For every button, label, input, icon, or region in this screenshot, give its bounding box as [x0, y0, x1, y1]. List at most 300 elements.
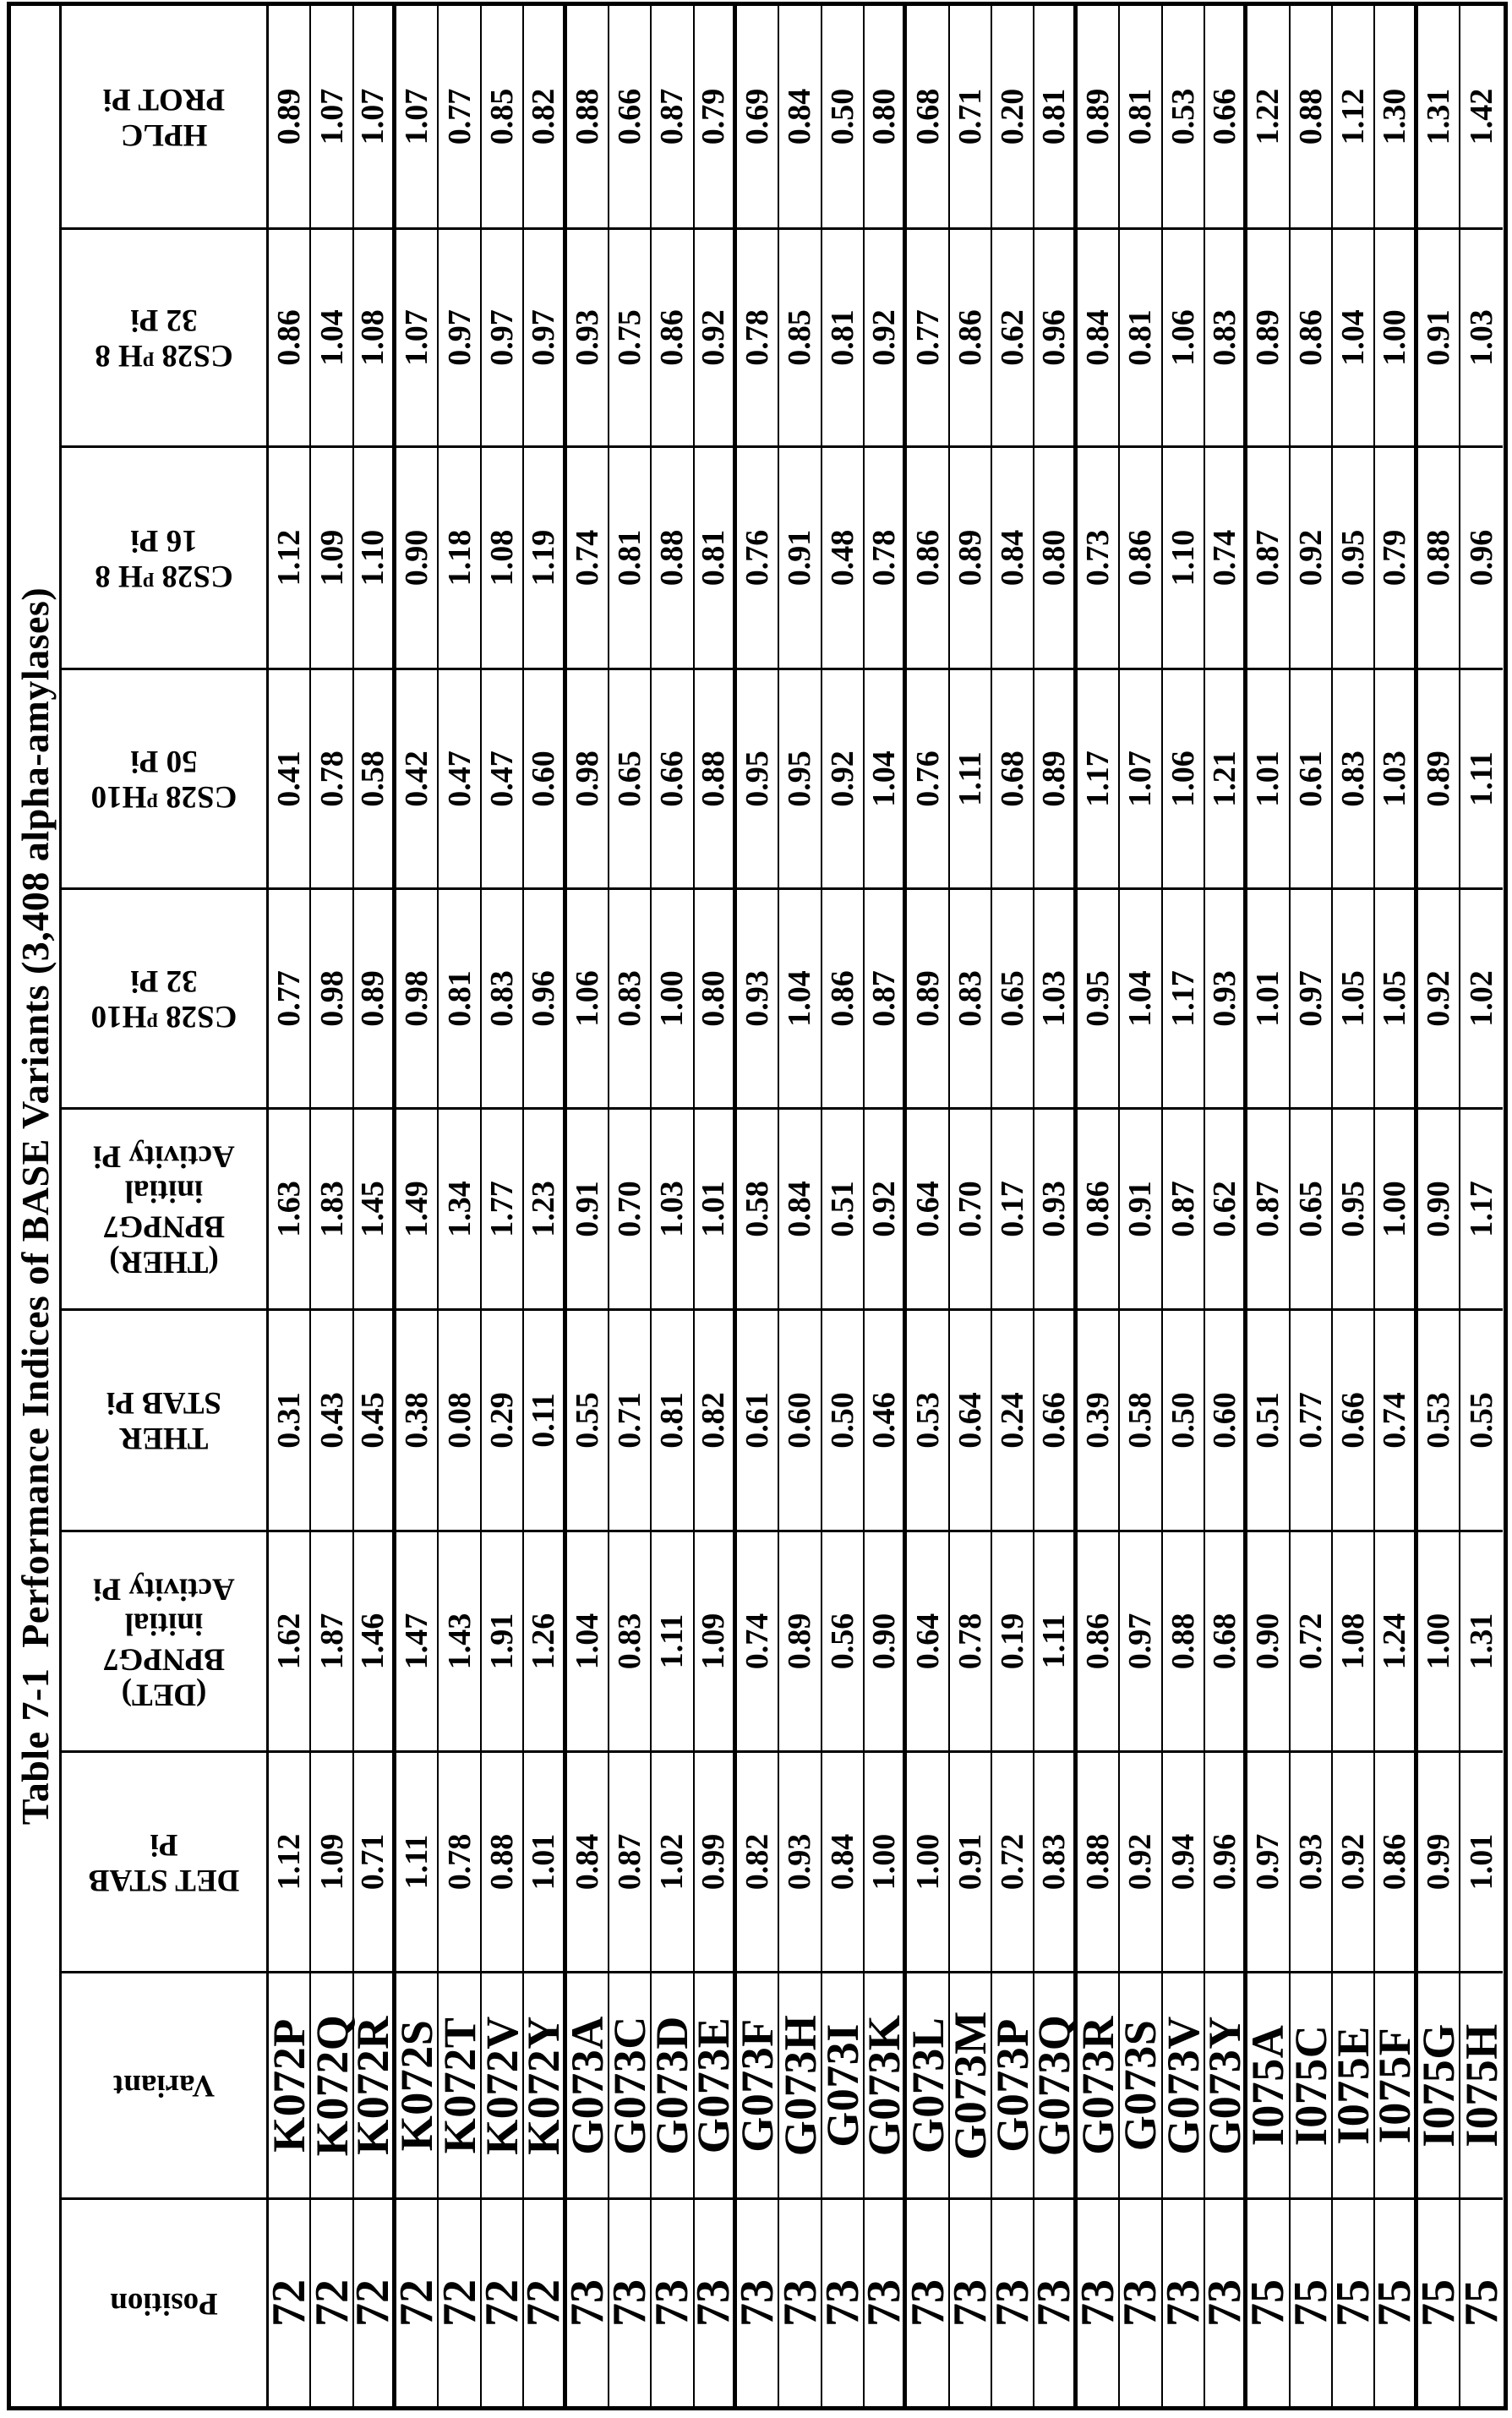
cell-G073Q-ther_stab: 0.66: [1034, 1308, 1077, 1530]
cell-I075H-det_stab: 1.01: [1460, 1750, 1503, 1971]
cell-G073E-det_stab: 0.99: [695, 1750, 737, 1971]
cell-I075F-cs28_ph8_32: 1.00: [1375, 227, 1417, 445]
cell-I075A-position: 75: [1247, 2197, 1290, 2406]
cell-G073I-cs28_ph8_16: 0.48: [822, 445, 865, 668]
cell-G073H-ther_stab: 0.60: [779, 1308, 822, 1530]
cell-K072P-cs28_ph8_32: 0.86: [269, 227, 311, 445]
cell-G073C-det_stab: 0.87: [609, 1750, 652, 1971]
header-cell-position: [62, 2197, 269, 2406]
cell-K072Q-cs28_ph10_32: 0.98: [311, 887, 353, 1107]
cell-G073L-cs28_ph10_50: 0.76: [907, 668, 949, 887]
cell-G073P-variant: G073P: [992, 1971, 1034, 2197]
cell-K072Y-det_bpnpg7: 1.26: [524, 1530, 566, 1750]
cell-I075A-det_stab: 0.97: [1247, 1750, 1290, 1971]
cell-G073I-det_stab: 0.84: [822, 1750, 865, 1971]
cell-K072T-det_bpnpg7: 1.43: [439, 1530, 481, 1750]
cell-I075H-ther_stab: 0.55: [1460, 1308, 1503, 1530]
cell-K072S-variant: K072S: [396, 1971, 439, 2197]
header-cell-det_stab: [62, 1750, 269, 1971]
cell-K072Q-cs28_ph10_50: 0.78: [311, 668, 353, 887]
cell-K072Q-det_stab: 1.09: [311, 1750, 353, 1971]
cell-I075E-position: 75: [1333, 2197, 1375, 2406]
cell-K072R-cs28_ph10_32: 0.89: [354, 887, 396, 1107]
cell-I075A-cs28_ph8_32: 0.89: [1247, 227, 1290, 445]
cell-G073C-position: 73: [609, 2197, 652, 2406]
cell-G073R-position: 73: [1078, 2197, 1120, 2406]
cell-I075G-ther_bpnpg7: 0.90: [1418, 1107, 1460, 1308]
cell-K072S-hplc_prot: 1.07: [396, 6, 439, 227]
cell-G073C-ther_bpnpg7: 0.70: [609, 1107, 652, 1308]
cell-G073I-ther_bpnpg7: 0.51: [822, 1107, 865, 1308]
cell-K072Q-cs28_ph8_16: 1.09: [311, 445, 353, 668]
cell-K072T-ther_bpnpg7: 1.34: [439, 1107, 481, 1308]
header-cell-ther_stab: [62, 1308, 269, 1530]
cell-G073K-cs28_ph8_32: 0.92: [865, 227, 907, 445]
cell-K072R-variant: K072R: [354, 1971, 396, 2197]
cell-G073C-cs28_ph10_32: 0.83: [609, 887, 652, 1107]
rotated-table: [7, 2, 1508, 2410]
cell-G073Y-det_bpnpg7: 0.68: [1205, 1530, 1247, 1750]
header-label-hplc_prot: HPLC PROT Pi: [102, 82, 226, 152]
cell-G073I-cs28_ph10_50: 0.92: [822, 668, 865, 887]
cell-G073H-cs28_ph10_32: 1.04: [779, 887, 822, 1107]
cell-I075E-det_bpnpg7: 1.08: [1333, 1530, 1375, 1750]
cell-I075A-ther_stab: 0.51: [1247, 1308, 1290, 1530]
cell-G073C-variant: G073C: [609, 1971, 652, 2197]
cell-G073S-cs28_ph10_32: 1.04: [1120, 887, 1162, 1107]
cell-G073M-cs28_ph10_50: 1.11: [950, 668, 992, 887]
cell-K072Y-cs28_ph10_32: 0.96: [524, 887, 566, 1107]
cell-G073S-position: 73: [1120, 2197, 1162, 2406]
cell-G073E-variant: G073E: [695, 1971, 737, 2197]
cell-G073P-det_bpnpg7: 0.19: [992, 1530, 1034, 1750]
cell-G073D-cs28_ph10_32: 1.00: [652, 887, 694, 1107]
cell-G073D-cs28_ph8_16: 0.88: [652, 445, 694, 668]
header-label-ther_bpnpg7: (THER) BPNPG7 initial Activity Pi: [93, 1138, 235, 1280]
cell-I075H-cs28_ph8_32: 1.03: [1460, 227, 1503, 445]
cell-G073Q-cs28_ph8_16: 0.80: [1034, 445, 1077, 668]
cell-I075A-variant: I075A: [1247, 1971, 1290, 2197]
cell-G073Y-ther_stab: 0.60: [1205, 1308, 1247, 1530]
cell-K072S-cs28_ph10_50: 0.42: [396, 668, 439, 887]
cell-K072S-position: 72: [396, 2197, 439, 2406]
cell-G073I-variant: G073I: [822, 1971, 865, 2197]
cell-K072V-det_bpnpg7: 1.91: [482, 1530, 524, 1750]
header-cell-ther_bpnpg7: [62, 1107, 269, 1308]
cell-I075A-hplc_prot: 1.22: [1247, 6, 1290, 227]
cell-I075C-variant: I075C: [1291, 1971, 1333, 2197]
cell-I075F-det_bpnpg7: 1.24: [1375, 1530, 1417, 1750]
cell-G073D-position: 73: [652, 2197, 694, 2406]
cell-I075C-cs28_ph10_32: 0.97: [1291, 887, 1333, 1107]
header-label-variant: Variant: [113, 2068, 215, 2104]
cell-G073A-ther_stab: 0.55: [567, 1308, 609, 1530]
cell-I075F-variant: I075F: [1375, 1971, 1417, 2197]
cell-G073F-ther_bpnpg7: 0.58: [737, 1107, 779, 1308]
cell-I075G-ther_stab: 0.53: [1418, 1308, 1460, 1530]
cell-K072T-cs28_ph10_32: 0.81: [439, 887, 481, 1107]
cell-G073V-cs28_ph8_16: 1.10: [1163, 445, 1205, 668]
cell-G073A-det_bpnpg7: 1.04: [567, 1530, 609, 1750]
cell-G073D-det_bpnpg7: 1.11: [652, 1530, 694, 1750]
cell-K072S-ther_bpnpg7: 1.49: [396, 1107, 439, 1308]
cell-I075F-ther_bpnpg7: 1.00: [1375, 1107, 1417, 1308]
cell-I075A-cs28_ph10_32: 1.01: [1247, 887, 1290, 1107]
cell-K072V-cs28_ph8_32: 0.97: [482, 227, 524, 445]
cell-I075E-cs28_ph8_32: 1.04: [1333, 227, 1375, 445]
cell-G073M-position: 73: [950, 2197, 992, 2406]
cell-K072S-cs28_ph8_32: 1.07: [396, 227, 439, 445]
cell-G073Q-position: 73: [1034, 2197, 1077, 2406]
cell-K072Y-cs28_ph8_32: 0.97: [524, 227, 566, 445]
cell-I075H-ther_bpnpg7: 1.17: [1460, 1107, 1503, 1308]
cell-G073E-ther_bpnpg7: 1.01: [695, 1107, 737, 1308]
cell-G073P-det_stab: 0.72: [992, 1750, 1034, 1971]
cell-K072Q-position: 72: [311, 2197, 353, 2406]
cell-G073A-hplc_prot: 0.88: [567, 6, 609, 227]
cell-K072V-variant: K072V: [482, 1971, 524, 2197]
cell-G073V-ther_stab: 0.50: [1163, 1308, 1205, 1530]
cell-I075G-position: 75: [1418, 2197, 1460, 2406]
header-label-det_stab: DET STAB Pi: [88, 1827, 240, 1897]
cell-G073R-ther_stab: 0.39: [1078, 1308, 1120, 1530]
cell-K072Q-cs28_ph8_32: 1.04: [311, 227, 353, 445]
cell-G073I-det_bpnpg7: 0.56: [822, 1530, 865, 1750]
header-cell-cs28_ph10_50: [62, 668, 269, 887]
cell-I075G-det_bpnpg7: 1.00: [1418, 1530, 1460, 1750]
cell-G073H-det_stab: 0.93: [779, 1750, 822, 1971]
cell-G073D-cs28_ph8_32: 0.86: [652, 227, 694, 445]
cell-G073P-position: 73: [992, 2197, 1034, 2406]
cell-K072T-cs28_ph8_16: 1.18: [439, 445, 481, 668]
cell-G073D-ther_stab: 0.81: [652, 1308, 694, 1530]
cell-G073M-cs28_ph8_32: 0.86: [950, 227, 992, 445]
cell-I075C-cs28_ph10_50: 0.61: [1291, 668, 1333, 887]
cell-G073Y-cs28_ph8_16: 0.74: [1205, 445, 1247, 668]
cell-I075C-hplc_prot: 0.88: [1291, 6, 1333, 227]
cell-I075H-variant: I075H: [1460, 1971, 1503, 2197]
cell-K072T-cs28_ph10_50: 0.47: [439, 668, 481, 887]
header-label-cs28_ph10_50: CS28 $^p$H10 50 Pi: [90, 744, 237, 816]
cell-G073K-cs28_ph10_50: 1.04: [865, 668, 907, 887]
cell-K072T-cs28_ph8_32: 0.97: [439, 227, 481, 445]
cell-G073P-hplc_prot: 0.20: [992, 6, 1034, 227]
cell-K072R-position: 72: [354, 2197, 396, 2406]
cell-G073S-hplc_prot: 0.81: [1120, 6, 1162, 227]
cell-I075E-cs28_ph10_32: 1.05: [1333, 887, 1375, 1107]
cell-I075H-cs28_ph8_16: 0.96: [1460, 445, 1503, 668]
cell-G073F-cs28_ph8_16: 0.76: [737, 445, 779, 668]
cell-I075E-variant: I075E: [1333, 1971, 1375, 2197]
cell-I075A-cs28_ph10_50: 1.01: [1247, 668, 1290, 887]
cell-K072R-cs28_ph8_16: 1.10: [354, 445, 396, 668]
cell-I075G-variant: I075G: [1418, 1971, 1460, 2197]
cell-I075F-cs28_ph10_32: 1.05: [1375, 887, 1417, 1107]
cell-G073Y-cs28_ph10_32: 0.93: [1205, 887, 1247, 1107]
cell-I075G-cs28_ph8_16: 0.88: [1418, 445, 1460, 668]
cell-G073I-cs28_ph10_32: 0.86: [822, 887, 865, 1107]
cell-G073L-ther_stab: 0.53: [907, 1308, 949, 1530]
cell-I075E-det_stab: 0.92: [1333, 1750, 1375, 1971]
cell-I075E-hplc_prot: 1.12: [1333, 6, 1375, 227]
cell-G073V-position: 73: [1163, 2197, 1205, 2406]
cell-G073E-cs28_ph8_32: 0.92: [695, 227, 737, 445]
cell-K072V-ther_bpnpg7: 1.77: [482, 1107, 524, 1308]
cell-G073Q-variant: G073Q: [1034, 1971, 1077, 2197]
cell-G073L-ther_bpnpg7: 0.64: [907, 1107, 949, 1308]
cell-G073R-det_stab: 0.88: [1078, 1750, 1120, 1971]
cell-K072V-hplc_prot: 0.85: [482, 6, 524, 227]
cell-G073H-cs28_ph10_50: 0.95: [779, 668, 822, 887]
cell-G073S-variant: G073S: [1120, 1971, 1162, 2197]
cell-K072Q-hplc_prot: 1.07: [311, 6, 353, 227]
cell-G073R-cs28_ph8_16: 0.73: [1078, 445, 1120, 668]
cell-G073Q-det_bpnpg7: 1.11: [1034, 1530, 1077, 1750]
cell-G073I-ther_stab: 0.50: [822, 1308, 865, 1530]
cell-K072S-det_stab: 1.11: [396, 1750, 439, 1971]
cell-G073S-det_stab: 0.92: [1120, 1750, 1162, 1971]
cell-G073Q-cs28_ph8_32: 0.96: [1034, 227, 1077, 445]
cell-I075F-position: 75: [1375, 2197, 1417, 2406]
cell-G073Y-hplc_prot: 0.66: [1205, 6, 1247, 227]
cell-K072P-det_stab: 1.12: [269, 1750, 311, 1971]
cell-K072Y-ther_bpnpg7: 1.23: [524, 1107, 566, 1308]
cell-G073A-cs28_ph8_32: 0.93: [567, 227, 609, 445]
cell-G073L-det_stab: 1.00: [907, 1750, 949, 1971]
cell-K072R-cs28_ph8_32: 1.08: [354, 227, 396, 445]
cell-K072R-cs28_ph10_50: 0.58: [354, 668, 396, 887]
cell-G073H-hplc_prot: 0.84: [779, 6, 822, 227]
cell-G073E-cs28_ph10_50: 0.88: [695, 668, 737, 887]
cell-G073C-ther_stab: 0.71: [609, 1308, 652, 1530]
cell-I075C-position: 75: [1291, 2197, 1333, 2406]
header-cell-variant: [62, 1971, 269, 2197]
cell-G073M-cs28_ph10_32: 0.83: [950, 887, 992, 1107]
cell-I075A-det_bpnpg7: 0.90: [1247, 1530, 1290, 1750]
cell-G073L-position: 73: [907, 2197, 949, 2406]
cell-I075H-cs28_ph10_50: 1.11: [1460, 668, 1503, 887]
cell-G073C-hplc_prot: 0.66: [609, 6, 652, 227]
cell-I075G-cs28_ph10_32: 0.92: [1418, 887, 1460, 1107]
cell-I075F-det_stab: 0.86: [1375, 1750, 1417, 1971]
cell-G073H-variant: G073H: [779, 1971, 822, 2197]
cell-G073A-cs28_ph8_16: 0.74: [567, 445, 609, 668]
cell-G073R-cs28_ph8_32: 0.84: [1078, 227, 1120, 445]
cell-K072P-variant: K072P: [269, 1971, 311, 2197]
cell-G073P-cs28_ph10_50: 0.68: [992, 668, 1034, 887]
cell-G073V-cs28_ph10_32: 1.17: [1163, 887, 1205, 1107]
cell-I075G-cs28_ph10_50: 0.89: [1418, 668, 1460, 887]
cell-G073S-cs28_ph10_50: 1.07: [1120, 668, 1162, 887]
cell-G073K-position: 73: [865, 2197, 907, 2406]
cell-G073A-ther_bpnpg7: 0.91: [567, 1107, 609, 1308]
cell-G073H-det_bpnpg7: 0.89: [779, 1530, 822, 1750]
cell-G073P-cs28_ph10_32: 0.65: [992, 887, 1034, 1107]
cell-G073Q-cs28_ph10_32: 1.03: [1034, 887, 1077, 1107]
cell-G073F-ther_stab: 0.61: [737, 1308, 779, 1530]
cell-K072Q-ther_stab: 0.43: [311, 1308, 353, 1530]
cell-G073P-ther_stab: 0.24: [992, 1308, 1034, 1530]
cell-G073K-hplc_prot: 0.80: [865, 6, 907, 227]
cell-G073Y-ther_bpnpg7: 0.62: [1205, 1107, 1247, 1308]
cell-K072P-position: 72: [269, 2197, 311, 2406]
cell-G073H-ther_bpnpg7: 0.84: [779, 1107, 822, 1308]
cell-K072R-ther_stab: 0.45: [354, 1308, 396, 1530]
header-label-position: Position: [110, 2285, 218, 2321]
cell-G073E-det_bpnpg7: 1.09: [695, 1530, 737, 1750]
cell-G073H-cs28_ph8_16: 0.91: [779, 445, 822, 668]
cell-I075F-ther_stab: 0.74: [1375, 1308, 1417, 1530]
cell-G073L-cs28_ph10_32: 0.89: [907, 887, 949, 1107]
cell-I075G-cs28_ph8_32: 0.91: [1418, 227, 1460, 445]
cell-I075H-hplc_prot: 1.42: [1464, 88, 1500, 145]
header-cell-det_bpnpg7: [62, 1530, 269, 1750]
cell-K072V-position: 72: [482, 2197, 524, 2406]
cell-G073A-position: 73: [567, 2197, 609, 2406]
table-grid: [62, 6, 1509, 2406]
cell-G073A-det_stab: 0.84: [567, 1750, 609, 1971]
cell-K072P-cs28_ph10_50: 0.41: [269, 668, 311, 887]
cell-G073Q-hplc_prot: 0.81: [1034, 6, 1077, 227]
cell-G073C-cs28_ph10_50: 0.65: [609, 668, 652, 887]
cell-G073C-cs28_ph8_32: 0.75: [609, 227, 652, 445]
cell-G073A-variant: G073A: [567, 1971, 609, 2197]
cell-G073F-position: 73: [737, 2197, 779, 2406]
cell-G073F-det_stab: 0.82: [737, 1750, 779, 1971]
cell-I075F-cs28_ph8_16: 0.79: [1375, 445, 1417, 668]
cell-G073E-hplc_prot: 0.79: [695, 6, 737, 227]
cell-K072V-cs28_ph10_50: 0.47: [482, 668, 524, 887]
cell-G073L-cs28_ph8_32: 0.77: [907, 227, 949, 445]
cell-I075G-det_stab: 0.99: [1418, 1750, 1460, 1971]
cell-G073Q-cs28_ph10_50: 0.89: [1034, 668, 1077, 887]
cell-G073D-variant: G073D: [652, 1971, 694, 2197]
cell-G073L-cs28_ph8_16: 0.86: [907, 445, 949, 668]
cell-K072S-ther_stab: 0.38: [396, 1308, 439, 1530]
cell-K072Y-ther_stab: 0.11: [524, 1308, 566, 1530]
cell-K072P-cs28_ph8_16: 1.12: [269, 445, 311, 668]
cell-G073M-hplc_prot: 0.71: [950, 6, 992, 227]
cell-K072V-ther_stab: 0.29: [482, 1308, 524, 1530]
cell-G073K-variant: G073K: [865, 1971, 907, 2197]
cell-G073Y-position: 73: [1205, 2197, 1247, 2406]
cell-K072T-position: 72: [439, 2197, 481, 2406]
cell-G073M-ther_bpnpg7: 0.70: [950, 1107, 992, 1308]
cell-G073I-hplc_prot: 0.50: [822, 6, 865, 227]
cell-I075C-ther_stab: 0.77: [1291, 1308, 1333, 1530]
header-label-det_bpnpg7: (DET) BPNPG7 initial Activity Pi: [93, 1571, 235, 1712]
header-cell-cs28_ph8_32: [62, 227, 269, 445]
cell-G073F-det_bpnpg7: 0.74: [737, 1530, 779, 1750]
cell-G073E-cs28_ph8_16: 0.81: [695, 445, 737, 668]
cell-G073H-cs28_ph8_32: 0.85: [779, 227, 822, 445]
cell-K072R-det_stab: 0.71: [354, 1750, 396, 1971]
cell-G073D-hplc_prot: 0.87: [652, 6, 694, 227]
cell-I075H-cs28_ph10_32: 1.02: [1460, 887, 1503, 1107]
cell-K072P-cs28_ph10_32: 0.77: [269, 887, 311, 1107]
cell-G073L-hplc_prot: 0.68: [907, 6, 949, 227]
cell-G073S-det_bpnpg7: 0.97: [1120, 1530, 1162, 1750]
cell-G073Y-cs28_ph8_32: 0.83: [1205, 227, 1247, 445]
cell-G073M-det_stab: 0.91: [950, 1750, 992, 1971]
cell-G073V-cs28_ph8_32: 1.06: [1163, 227, 1205, 445]
cell-G073V-det_bpnpg7: 0.88: [1163, 1530, 1205, 1750]
cell-G073D-ther_bpnpg7: 1.03: [652, 1107, 694, 1308]
cell-G073K-det_stab: 1.00: [865, 1750, 907, 1971]
cell-G073F-cs28_ph10_50: 0.95: [737, 668, 779, 887]
cell-G073R-cs28_ph10_32: 0.95: [1078, 887, 1120, 1107]
cell-G073F-hplc_prot: 0.69: [737, 6, 779, 227]
cell-K072T-det_stab: 0.78: [439, 1750, 481, 1971]
cell-G073A-cs28_ph10_50: 0.98: [567, 668, 609, 887]
table-title: Table 7-1 Performance Indices of BASE Variants (3,408 alpha-amylases): [11, 6, 62, 2406]
cell-K072S-cs28_ph10_32: 0.98: [396, 887, 439, 1107]
cell-G073K-ther_bpnpg7: 0.92: [865, 1107, 907, 1308]
cell-G073V-det_stab: 0.94: [1163, 1750, 1205, 1971]
cell-K072V-det_stab: 0.88: [482, 1750, 524, 1971]
cell-I075E-ther_bpnpg7: 0.95: [1333, 1107, 1375, 1308]
cell-G073P-ther_bpnpg7: 0.17: [992, 1107, 1034, 1308]
cell-G073Q-det_stab: 0.83: [1034, 1750, 1077, 1971]
cell-G073R-det_bpnpg7: 0.86: [1078, 1530, 1120, 1750]
cell-G073P-cs28_ph8_16: 0.84: [992, 445, 1034, 668]
cell-G073M-cs28_ph8_16: 0.89: [950, 445, 992, 668]
cell-K072S-det_bpnpg7: 1.47: [396, 1530, 439, 1750]
cell-G073C-cs28_ph8_16: 0.81: [609, 445, 652, 668]
cell-K072T-ther_stab: 0.08: [439, 1308, 481, 1530]
cell-G073L-det_bpnpg7: 0.64: [907, 1530, 949, 1750]
cell-G073F-variant: G073F: [737, 1971, 779, 2197]
cell-K072P-det_bpnpg7: 1.62: [269, 1530, 311, 1750]
cell-G073K-cs28_ph10_32: 0.87: [865, 887, 907, 1107]
cell-K072T-hplc_prot: 0.77: [439, 6, 481, 227]
cell-G073Q-ther_bpnpg7: 0.93: [1034, 1107, 1077, 1308]
cell-G073K-ther_stab: 0.46: [865, 1308, 907, 1530]
cell-I075H-position: 75: [1460, 2197, 1503, 2406]
header-cell-cs28_ph10_32: [62, 887, 269, 1107]
cell-G073D-det_stab: 1.02: [652, 1750, 694, 1971]
cell-G073E-ther_stab: 0.82: [695, 1308, 737, 1530]
cell-G073V-variant: G073V: [1163, 1971, 1205, 2197]
cell-I075F-hplc_prot: 1.30: [1375, 6, 1417, 227]
cell-I075E-cs28_ph8_16: 0.95: [1333, 445, 1375, 668]
cell-I075E-ther_stab: 0.66: [1333, 1308, 1375, 1530]
cell-G073I-position: 73: [822, 2197, 865, 2406]
cell-I075A-ther_bpnpg7: 0.87: [1247, 1107, 1290, 1308]
cell-K072Q-ther_bpnpg7: 1.83: [311, 1107, 353, 1308]
cell-I075H-det_bpnpg7: 1.31: [1460, 1530, 1503, 1750]
cell-K072R-ther_bpnpg7: 1.45: [354, 1107, 396, 1308]
cell-G073A-cs28_ph10_32: 1.06: [567, 887, 609, 1107]
cell-G073D-cs28_ph10_50: 0.66: [652, 668, 694, 887]
cell-G073L-variant: G073L: [907, 1971, 949, 2197]
cell-I075F-cs28_ph10_50: 1.03: [1375, 668, 1417, 887]
cell-K072S-cs28_ph8_16: 0.90: [396, 445, 439, 668]
cell-G073H-position: 73: [779, 2197, 822, 2406]
cell-G073R-variant: G073R: [1078, 1971, 1120, 2197]
header-cell-cs28_ph8_16: [62, 445, 269, 668]
cell-G073S-cs28_ph8_16: 0.86: [1120, 445, 1162, 668]
cell-G073R-cs28_ph10_50: 1.17: [1078, 668, 1120, 887]
cell-G073E-position: 73: [695, 2197, 737, 2406]
header-label-cs28_ph8_16: CS28 $^p$H 8 16 Pi: [95, 523, 233, 595]
cell-G073V-hplc_prot: 0.53: [1163, 6, 1205, 227]
cell-K072Y-cs28_ph8_16: 1.19: [524, 445, 566, 668]
cell-K072Y-position: 72: [524, 2197, 566, 2406]
cell-K072R-det_bpnpg7: 1.46: [354, 1530, 396, 1750]
cell-K072P-ther_bpnpg7: 1.63: [269, 1107, 311, 1308]
cell-G073Y-variant: G073Y: [1205, 1971, 1247, 2197]
